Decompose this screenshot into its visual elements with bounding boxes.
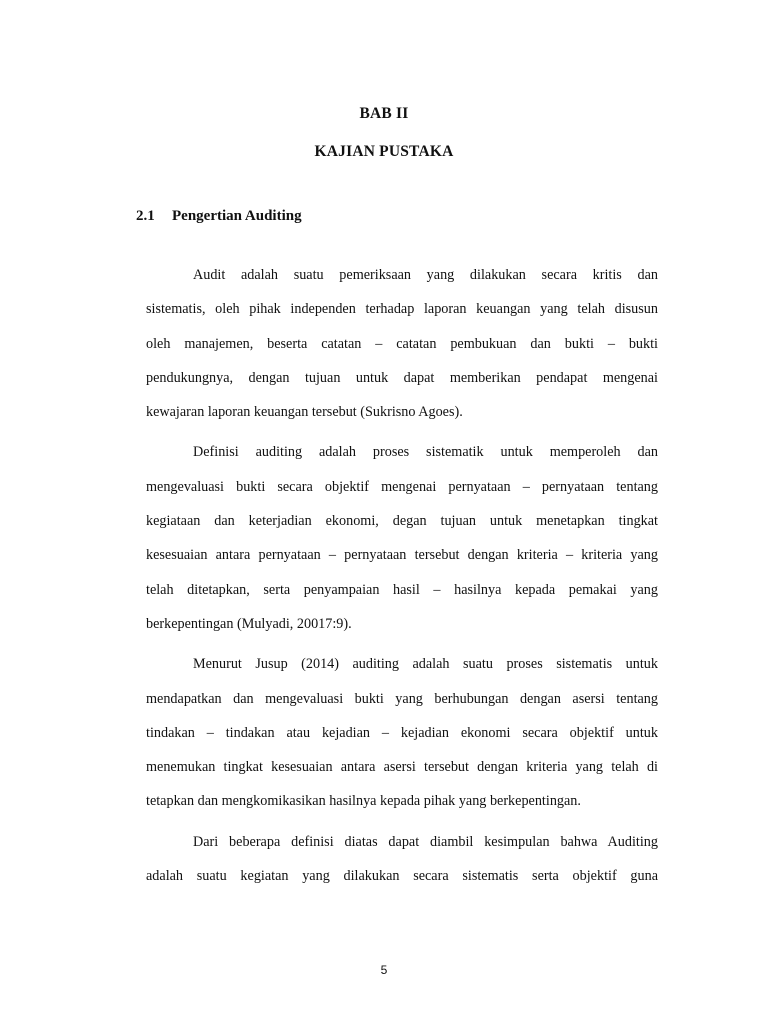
section-heading: [136, 208, 302, 225]
paragraph-line: Dari beberapa definisi diatas dapat diambil kesimpulan bahwa Auditing: [193, 833, 658, 850]
paragraph-line: kewajaran laporan keuangan tersebut (Sukrisno Agoes).: [146, 404, 463, 421]
chapter-title: KAJIAN PUSTAKA: [314, 143, 454, 160]
paragraph-3: [146, 647, 658, 818]
section-number: 2.1: [136, 208, 155, 224]
paragraph-line: kesesuaian antara pernyataan – pernyataan tersebut dengan kriteria – kriteria yang: [146, 547, 658, 564]
paragraph-line: mengevaluasi bukti secara objektif mengenai pernyataan – pernyataan tentang: [146, 478, 658, 495]
paragraph-2: [146, 435, 658, 641]
paragraph-line: Menurut Jusup (2014) auditing adalah suatu proses sistematis untuk: [193, 656, 658, 673]
paragraph-line: mendapatkan dan mengevaluasi bukti yang berhubungan dengan asersi tentang: [146, 690, 658, 707]
paragraph-line: tetapkan dan mengkomikasikan hasilnya kepada pihak yang berkepentingan.: [146, 793, 581, 810]
paragraph-line: menemukan tingkat kesesuaian antara asersi tersebut dengan kriteria yang telah di: [146, 759, 658, 776]
paragraph-1: [146, 258, 658, 429]
chapter-label: BAB II: [359, 105, 409, 122]
paragraph-4: [146, 825, 658, 894]
paragraph-line: Audit adalah suatu pemeriksaan yang dilakukan secara kritis dan: [193, 267, 658, 283]
page-number: 5: [380, 963, 388, 977]
paragraph-line: kegiataan dan keterjadian ekonomi, degan tujuan untuk menetapkan tingkat: [146, 513, 658, 530]
body-text: [146, 258, 658, 899]
paragraph-line: telah ditetapkan, serta penyampaian hasil – hasilnya kepada pemakai yang: [146, 581, 658, 598]
paragraph-line: sistematis, oleh pihak independen terhadap laporan keuangan yang telah disusun: [146, 301, 658, 318]
paragraph-line: oleh manajemen, beserta catatan – catatan pembukuan dan bukti – bukti: [146, 335, 658, 352]
paragraph-line: pendukungnya, dengan tujuan untuk dapat memberikan pendapat mengenai: [146, 369, 658, 386]
paragraph-line: tindakan – tindakan atau kejadian – kejadian ekonomi secara objektif untuk: [146, 724, 658, 741]
paragraph-line: Definisi auditing adalah proses sistematik untuk memperoleh dan: [193, 444, 658, 461]
section-title: Pengertian Auditing: [172, 208, 302, 224]
paragraph-line: adalah suatu kegiatan yang dilakukan secara sistematis serta objektif guna: [146, 868, 658, 885]
paragraph-line: berkepentingan (Mulyadi, 20017:9).: [146, 615, 352, 632]
